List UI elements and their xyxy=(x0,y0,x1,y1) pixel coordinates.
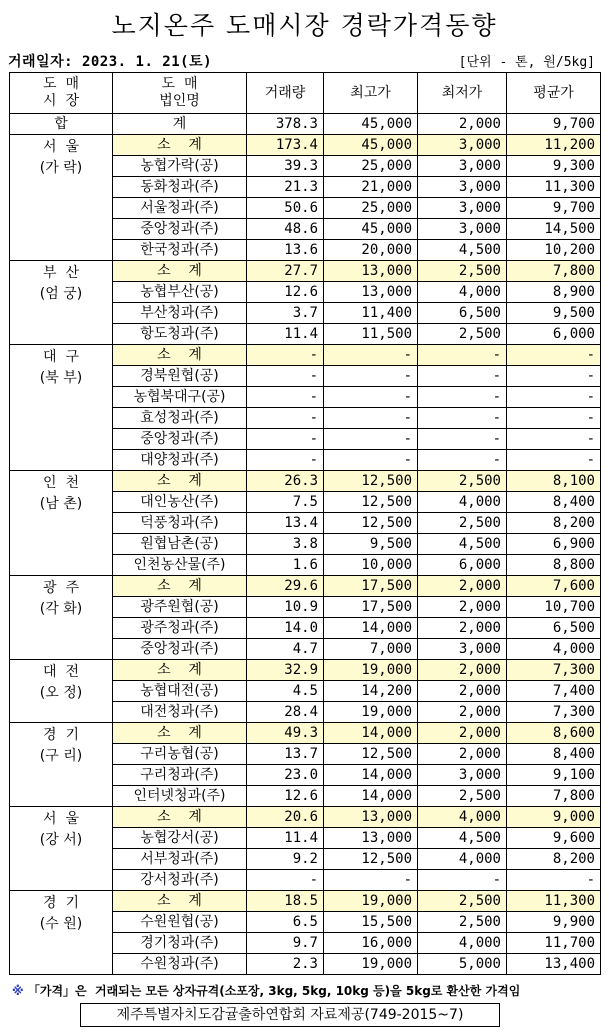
high-price-cell: 20,000 xyxy=(324,240,418,261)
low-price-cell: 2,500 xyxy=(418,912,507,933)
corp-name: 서울청과(주) xyxy=(113,198,247,219)
corp-name: 대인농산(주) xyxy=(113,492,247,513)
corp-name: 소 계 xyxy=(113,345,247,366)
corp-name: 소 계 xyxy=(113,807,247,828)
volume-cell: 21.3 xyxy=(247,177,324,198)
unit-label: [단위 - 톤, 원/5kg] xyxy=(458,55,595,70)
volume-cell: 4.5 xyxy=(247,681,324,702)
low-price-cell: 2,500 xyxy=(418,513,507,534)
volume-cell: 9.7 xyxy=(247,933,324,954)
corp-name: 대양청과(주) xyxy=(113,450,247,471)
footnote xyxy=(12,982,520,999)
high-price-cell: 11,500 xyxy=(324,324,418,345)
volume-cell: 28.4 xyxy=(247,702,324,723)
low-price-cell: 5,000 xyxy=(418,954,507,975)
high-price-cell: - xyxy=(324,450,418,471)
subtotal-row xyxy=(10,891,601,912)
corp-name: 소 계 xyxy=(113,261,247,282)
market-name: 부 산 xyxy=(43,265,79,281)
market-area: (남 촌) xyxy=(39,496,83,512)
volume-cell: 10.9 xyxy=(247,597,324,618)
market-cell xyxy=(10,660,113,723)
volume-cell: 13.6 xyxy=(247,240,324,261)
subtotal-row xyxy=(10,345,601,366)
corp-name: 농협가락(공) xyxy=(113,156,247,177)
volume-cell: - xyxy=(247,870,324,891)
low-price-cell: 3,000 xyxy=(418,765,507,786)
corp-name: 경기청과(주) xyxy=(113,933,247,954)
high-price-cell: 13,000 xyxy=(324,807,418,828)
high-price-cell: 12,500 xyxy=(324,744,418,765)
low-price-cell: 3,000 xyxy=(418,156,507,177)
low-price-cell: 4,000 xyxy=(418,849,507,870)
header-volume: 거래량 xyxy=(247,73,324,114)
high-price-cell: - xyxy=(324,429,418,450)
subtotal-row xyxy=(10,261,601,282)
corp-name: 부산청과(주) xyxy=(113,303,247,324)
corp-name: 효성청과(주) xyxy=(113,408,247,429)
avg-price-cell: 8,900 xyxy=(507,282,601,303)
avg-price-cell: 9,000 xyxy=(507,807,601,828)
avg-price-cell: 9,600 xyxy=(507,828,601,849)
avg-price-cell: - xyxy=(507,345,601,366)
corp-name: 항도청과(주) xyxy=(113,324,247,345)
corp-name: 덕풍청과(주) xyxy=(113,513,247,534)
low-price-cell: 2,500 xyxy=(418,261,507,282)
footnote-text: 「가격」은 거래되는 모든 상자규격(소포장, 3kg, 5kg, 10kg 등)을 5kg로 환산한 가격임 xyxy=(23,984,521,998)
high-price-cell: - xyxy=(324,387,418,408)
avg-price-cell: 4,000 xyxy=(507,639,601,660)
low-price-cell: - xyxy=(418,870,507,891)
low-price-cell: 2,500 xyxy=(418,324,507,345)
high-price-cell: 12,500 xyxy=(324,492,418,513)
market-area: (수 원) xyxy=(39,916,83,932)
high-price-cell: 10,000 xyxy=(324,555,418,576)
total-volume: 378.3 xyxy=(247,114,324,135)
avg-price-cell: 7,600 xyxy=(507,576,601,597)
price-table xyxy=(9,72,601,975)
market-name: 서 울 xyxy=(43,811,79,827)
corp-name: 서부청과(주) xyxy=(113,849,247,870)
avg-price-cell: 9,700 xyxy=(507,198,601,219)
high-price-cell: 19,000 xyxy=(324,702,418,723)
corp-name: 한국청과(주) xyxy=(113,240,247,261)
low-price-cell: 4,500 xyxy=(418,240,507,261)
avg-price-cell: 9,500 xyxy=(507,303,601,324)
avg-price-cell: 7,300 xyxy=(507,702,601,723)
low-price-cell: 2,000 xyxy=(418,660,507,681)
volume-cell: 11.4 xyxy=(247,828,324,849)
high-price-cell: 12,500 xyxy=(324,849,418,870)
volume-cell: 173.4 xyxy=(247,135,324,156)
high-price-cell: 19,000 xyxy=(324,660,418,681)
volume-cell: 11.4 xyxy=(247,324,324,345)
avg-price-cell: 7,400 xyxy=(507,681,601,702)
low-price-cell: 6,000 xyxy=(418,555,507,576)
avg-price-cell: 8,200 xyxy=(507,513,601,534)
avg-price-cell: 14,500 xyxy=(507,219,601,240)
header-high: 최고가 xyxy=(324,73,418,114)
high-price-cell: 14,000 xyxy=(324,765,418,786)
corp-name: 구리농협(공) xyxy=(113,744,247,765)
low-price-cell: - xyxy=(418,387,507,408)
avg-price-cell: - xyxy=(507,387,601,408)
corp-name: 소 계 xyxy=(113,576,247,597)
high-price-cell: 25,000 xyxy=(324,156,418,177)
avg-price-cell: 11,200 xyxy=(507,135,601,156)
header-low: 최저가 xyxy=(418,73,507,114)
volume-cell: 48.6 xyxy=(247,219,324,240)
high-price-cell: 19,000 xyxy=(324,891,418,912)
corp-name: 강서청과(주) xyxy=(113,870,247,891)
high-price-cell: 25,000 xyxy=(324,198,418,219)
volume-cell: 32.9 xyxy=(247,660,324,681)
market-area: (가 락) xyxy=(39,160,83,176)
avg-price-cell: 13,400 xyxy=(507,954,601,975)
low-price-cell: 4,000 xyxy=(418,492,507,513)
avg-price-cell: 7,800 xyxy=(507,261,601,282)
avg-price-cell: 7,300 xyxy=(507,660,601,681)
volume-cell: 13.4 xyxy=(247,513,324,534)
total-high: 45,000 xyxy=(324,114,418,135)
volume-cell: 12.6 xyxy=(247,786,324,807)
subtotal-row xyxy=(10,135,601,156)
low-price-cell: 2,000 xyxy=(418,744,507,765)
corp-name: 동화청과(주) xyxy=(113,177,247,198)
high-price-cell: - xyxy=(324,345,418,366)
corp-name: 소 계 xyxy=(113,471,247,492)
volume-cell: 23.0 xyxy=(247,765,324,786)
market-cell xyxy=(10,345,113,471)
avg-price-cell: 8,400 xyxy=(507,744,601,765)
volume-cell: 20.6 xyxy=(247,807,324,828)
low-price-cell: - xyxy=(418,429,507,450)
high-price-cell: 19,000 xyxy=(324,954,418,975)
volume-cell: 3.8 xyxy=(247,534,324,555)
low-price-cell: - xyxy=(418,366,507,387)
avg-price-cell: 9,100 xyxy=(507,765,601,786)
page-title: 노지온주 도매시장 경락가격동향 xyxy=(111,11,498,40)
corp-name: 수원원협(공) xyxy=(113,912,247,933)
corp-name: 인천농산물(주) xyxy=(113,555,247,576)
corp-name: 농협강서(공) xyxy=(113,828,247,849)
subtotal-row xyxy=(10,723,601,744)
corp-name: 광주청과(주) xyxy=(113,618,247,639)
low-price-cell: 2,000 xyxy=(418,681,507,702)
market-name: 서 울 xyxy=(43,139,79,155)
high-price-cell: 45,000 xyxy=(324,135,418,156)
low-price-cell: 2,500 xyxy=(418,471,507,492)
low-price-cell: 2,000 xyxy=(418,702,507,723)
avg-price-cell: 10,700 xyxy=(507,597,601,618)
high-price-cell: - xyxy=(324,870,418,891)
volume-cell: 3.7 xyxy=(247,303,324,324)
total-avg: 9,700 xyxy=(507,114,601,135)
corp-name: 소 계 xyxy=(113,660,247,681)
low-price-cell: 3,000 xyxy=(418,219,507,240)
volume-cell: - xyxy=(247,408,324,429)
high-price-cell: 11,400 xyxy=(324,303,418,324)
high-price-cell: 14,200 xyxy=(324,681,418,702)
volume-cell: 26.3 xyxy=(247,471,324,492)
high-price-cell: - xyxy=(324,366,418,387)
volume-cell: 13.7 xyxy=(247,744,324,765)
subtotal-row xyxy=(10,660,601,681)
volume-cell: 18.5 xyxy=(247,891,324,912)
market-name: 경 기 xyxy=(43,727,79,743)
avg-price-cell: 8,800 xyxy=(507,555,601,576)
low-price-cell: 3,000 xyxy=(418,198,507,219)
avg-price-cell: 8,400 xyxy=(507,492,601,513)
high-price-cell: 13,000 xyxy=(324,828,418,849)
volume-cell: - xyxy=(247,450,324,471)
volume-cell: 9.2 xyxy=(247,849,324,870)
avg-price-cell: - xyxy=(507,450,601,471)
low-price-cell: 3,000 xyxy=(418,177,507,198)
total-corp: 계 xyxy=(113,114,247,135)
low-price-cell: 4,000 xyxy=(418,282,507,303)
high-price-cell: 13,000 xyxy=(324,261,418,282)
market-name: 광 주 xyxy=(43,580,79,596)
market-cell xyxy=(10,723,113,807)
total-row xyxy=(10,114,601,135)
corp-name: 경북원협(공) xyxy=(113,366,247,387)
volume-cell: 6.5 xyxy=(247,912,324,933)
market-area: (엄 궁) xyxy=(39,286,83,302)
market-name: 대 구 xyxy=(43,349,79,365)
header-market: 도 매 시 장 xyxy=(10,73,113,114)
corp-name: 광주원협(공) xyxy=(113,597,247,618)
volume-cell: 2.3 xyxy=(247,954,324,975)
avg-price-cell: 7,800 xyxy=(507,786,601,807)
low-price-cell: 2,000 xyxy=(418,576,507,597)
high-price-cell: 12,500 xyxy=(324,513,418,534)
volume-cell: 14.0 xyxy=(247,618,324,639)
market-area: (각 화) xyxy=(39,601,83,617)
header-avg: 평균가 xyxy=(507,73,601,114)
high-price-cell: 14,000 xyxy=(324,786,418,807)
avg-price-cell: - xyxy=(507,366,601,387)
corp-name: 중앙청과(주) xyxy=(113,429,247,450)
corp-name: 소 계 xyxy=(113,723,247,744)
table-header-row xyxy=(10,73,601,114)
high-price-cell: 14,000 xyxy=(324,618,418,639)
market-area: (오 정) xyxy=(39,685,83,701)
volume-cell: 12.6 xyxy=(247,282,324,303)
low-price-cell: 2,500 xyxy=(418,891,507,912)
volume-cell: - xyxy=(247,366,324,387)
volume-cell: 7.5 xyxy=(247,492,324,513)
subtotal-row xyxy=(10,807,601,828)
volume-cell: 27.7 xyxy=(247,261,324,282)
avg-price-cell: - xyxy=(507,870,601,891)
low-price-cell: 2,000 xyxy=(418,597,507,618)
market-cell xyxy=(10,891,113,975)
avg-price-cell: 8,100 xyxy=(507,471,601,492)
low-price-cell: 3,000 xyxy=(418,639,507,660)
volume-cell: - xyxy=(247,429,324,450)
corp-name: 농협북대구(공) xyxy=(113,387,247,408)
corp-name: 중앙청과(주) xyxy=(113,639,247,660)
market-cell xyxy=(10,261,113,345)
high-price-cell: 13,000 xyxy=(324,282,418,303)
volume-cell: 4.7 xyxy=(247,639,324,660)
volume-cell: - xyxy=(247,387,324,408)
avg-price-cell: 9,300 xyxy=(507,156,601,177)
corp-name: 농협대전(공) xyxy=(113,681,247,702)
market-area: (강 서) xyxy=(39,832,83,848)
avg-price-cell: 6,900 xyxy=(507,534,601,555)
low-price-cell: 4,000 xyxy=(418,807,507,828)
market-area: (구 리) xyxy=(39,748,83,764)
high-price-cell: 16,000 xyxy=(324,933,418,954)
high-price-cell: 15,500 xyxy=(324,912,418,933)
corp-name: 소 계 xyxy=(113,891,247,912)
market-cell xyxy=(10,471,113,576)
market-cell xyxy=(10,807,113,891)
low-price-cell: 6,500 xyxy=(418,303,507,324)
market-area: (북 부) xyxy=(39,370,83,386)
low-price-cell: 4,000 xyxy=(418,933,507,954)
market-cell xyxy=(10,135,113,261)
volume-cell: 1.6 xyxy=(247,555,324,576)
total-low: 2,000 xyxy=(418,114,507,135)
avg-price-cell: 11,700 xyxy=(507,933,601,954)
avg-price-cell: 6,000 xyxy=(507,324,601,345)
market-name: 인 천 xyxy=(43,475,79,491)
low-price-cell: - xyxy=(418,450,507,471)
corp-name: 소 계 xyxy=(113,135,247,156)
avg-price-cell: 10,200 xyxy=(507,240,601,261)
corp-name: 대전청과(주) xyxy=(113,702,247,723)
high-price-cell: 17,500 xyxy=(324,576,418,597)
low-price-cell: 4,500 xyxy=(418,828,507,849)
volume-cell: - xyxy=(247,345,324,366)
subtotal-row xyxy=(10,471,601,492)
avg-price-cell: 9,900 xyxy=(507,912,601,933)
market-name: 대 전 xyxy=(43,664,79,680)
corp-name: 수원청과(주) xyxy=(113,954,247,975)
volume-cell: 29.6 xyxy=(247,576,324,597)
avg-price-cell: 8,600 xyxy=(507,723,601,744)
trade-date: 거래일자: 2023. 1. 21(토) xyxy=(8,54,213,70)
low-price-cell: 2,500 xyxy=(418,786,507,807)
corp-name: 구리청과(주) xyxy=(113,765,247,786)
high-price-cell: - xyxy=(324,408,418,429)
low-price-cell: 3,000 xyxy=(418,135,507,156)
total-label: 합 xyxy=(10,114,113,135)
market-name: 경 기 xyxy=(43,895,79,911)
avg-price-cell: - xyxy=(507,408,601,429)
header-corp: 도 매 법인명 xyxy=(113,73,247,114)
high-price-cell: 9,500 xyxy=(324,534,418,555)
corp-name: 농협부산(공) xyxy=(113,282,247,303)
avg-price-cell: 11,300 xyxy=(507,891,601,912)
corp-name: 인터넷청과(주) xyxy=(113,786,247,807)
avg-price-cell: 6,500 xyxy=(507,618,601,639)
high-price-cell: 7,000 xyxy=(324,639,418,660)
avg-price-cell: 11,300 xyxy=(507,177,601,198)
volume-cell: 39.3 xyxy=(247,156,324,177)
source-credit: 제주특별자치도감귤출하연합회 자료제공(749-2015~7) xyxy=(80,1003,500,1027)
high-price-cell: 45,000 xyxy=(324,219,418,240)
low-price-cell: - xyxy=(418,345,507,366)
corp-name: 중앙청과(주) xyxy=(113,219,247,240)
avg-price-cell: - xyxy=(507,429,601,450)
corp-name: 원협남촌(공) xyxy=(113,534,247,555)
low-price-cell: 2,000 xyxy=(418,723,507,744)
high-price-cell: 21,000 xyxy=(324,177,418,198)
subtotal-row xyxy=(10,576,601,597)
volume-cell: 50.6 xyxy=(247,198,324,219)
high-price-cell: 12,500 xyxy=(324,471,418,492)
high-price-cell: 17,500 xyxy=(324,597,418,618)
market-cell xyxy=(10,576,113,660)
footnote-mark: ※ xyxy=(12,984,24,998)
high-price-cell: 14,000 xyxy=(324,723,418,744)
low-price-cell: 2,000 xyxy=(418,618,507,639)
avg-price-cell: 8,200 xyxy=(507,849,601,870)
volume-cell: 49.3 xyxy=(247,723,324,744)
low-price-cell: 4,500 xyxy=(418,534,507,555)
low-price-cell: - xyxy=(418,408,507,429)
